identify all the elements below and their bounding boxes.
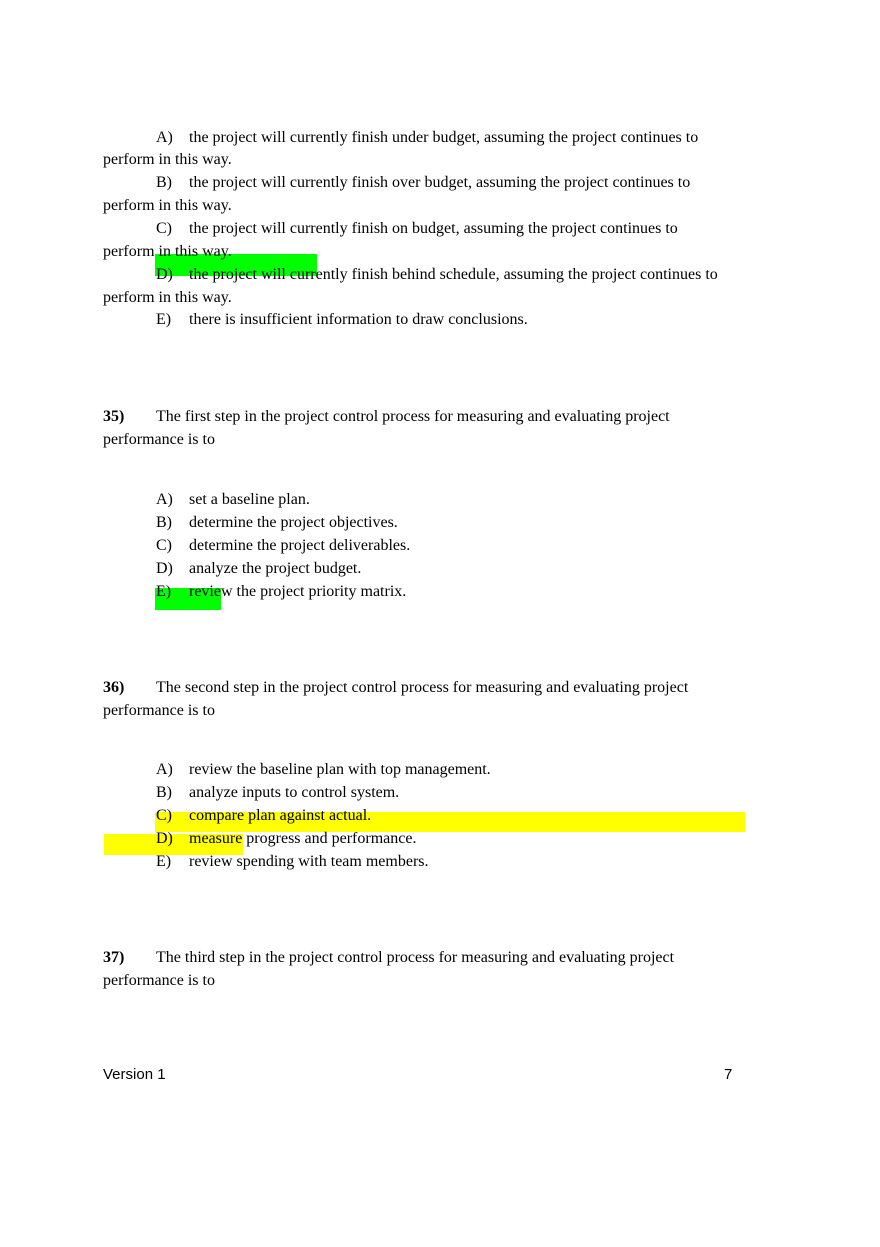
option-text: set a baseline plan. (189, 491, 310, 508)
option-text: there is insufficient information to draw conclusions. (189, 311, 528, 328)
q36-option-c (156, 806, 371, 826)
option-letter: A) (156, 491, 173, 508)
question-stem: The second step in the project control process for measuring and evaluating project (156, 679, 689, 696)
option-letter: E) (156, 311, 172, 328)
option-text: measure progress and performance. (189, 830, 417, 847)
footer-version: Version 1 (103, 1066, 166, 1083)
q35-option-c (156, 536, 410, 556)
option-text-wrap: perform in this way. (103, 151, 232, 168)
question-stem-wrap: performance is to (103, 431, 215, 448)
question-stem: The first step in the project control process for measuring and evaluating project (156, 408, 670, 425)
question-stem-wrap: performance is to (103, 972, 215, 989)
q35-option-d (156, 559, 361, 579)
option-text: review the baseline plan with top management. (189, 761, 491, 778)
q36-option-b (156, 783, 399, 803)
option-text: compare plan against actual. (189, 807, 372, 824)
option-text: analyze inputs to control system. (189, 784, 400, 801)
option-letter: A) (156, 761, 173, 778)
q35-option-e (156, 582, 406, 602)
option-text: analyze the project budget. (189, 560, 362, 577)
option-text-wrap: perform in this way. (103, 243, 232, 260)
question-stem: The third step in the project control process for measuring and evaluating project (156, 949, 675, 966)
option-letter: E) (156, 583, 172, 600)
option-text-wrap: perform in this way. (103, 289, 232, 306)
q36-option-a (156, 760, 491, 780)
q35-option-b (156, 513, 398, 533)
option-letter: A) (156, 129, 173, 146)
option-text: review spending with team members. (189, 853, 429, 870)
option-text: the project will currently finish on budget, assuming the project continues to (189, 220, 678, 237)
option-letter: C) (156, 220, 172, 237)
option-letter: D) (156, 560, 173, 577)
question-number: 37) (103, 949, 125, 966)
option-letter: B) (156, 514, 172, 531)
option-text: determine the project deliverables. (189, 537, 411, 554)
option-letter: D) (156, 830, 173, 847)
footer-page-number: 7 (724, 1066, 733, 1083)
q36-option-e (156, 852, 429, 872)
option-text: determine the project objectives. (189, 514, 398, 531)
option-letter: C) (156, 537, 172, 554)
option-text: the project will currently finish behind schedule, assuming the project continues to (189, 266, 718, 283)
q35-option-a (156, 490, 310, 510)
option-letter: B) (156, 174, 172, 191)
option-letter: C) (156, 807, 172, 824)
question-number: 36) (103, 679, 125, 696)
option-text: review the project priority matrix. (189, 583, 407, 600)
q36-option-d (156, 829, 416, 849)
option-letter: E) (156, 853, 172, 870)
option-letter: B) (156, 784, 172, 801)
option-text-wrap: perform in this way. (103, 197, 232, 214)
question-stem-wrap: performance is to (103, 702, 215, 719)
option-text: the project will currently finish under budget, assuming the project continues to (189, 129, 699, 146)
option-letter: D) (156, 266, 173, 283)
option-text: the project will currently finish over budget, assuming the project continues to (189, 174, 691, 191)
question-number: 35) (103, 408, 125, 425)
